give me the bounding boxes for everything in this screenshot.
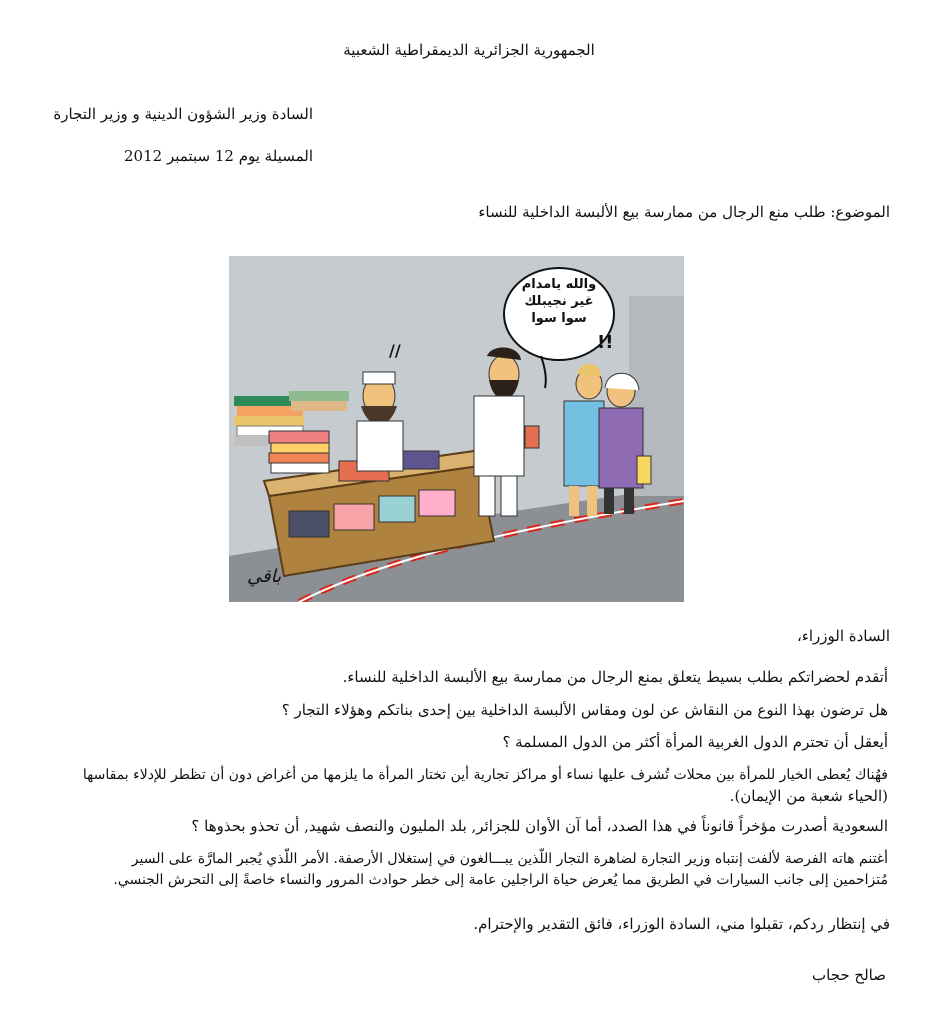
closing: في إنتظار ردكم، تقبلوا مني، السادة الوزراء، فائق التقدير والإحترام. (473, 915, 890, 933)
subject-line: الموضوع: طلب منع الرجال من ممارسة بيع الألبسة الداخلية للنساء (478, 203, 890, 221)
paragraph-2: هل ترضون بهذا النوع من النقاش عن لون ومقاس الألبسة الداخلية بين إحدى بناتكم وهؤلاء التجار ؟ (281, 701, 888, 719)
svg-text:!!: !! (597, 332, 614, 353)
cartoon-drawing (229, 256, 684, 602)
speech-line-1: والله يامدام (521, 277, 597, 292)
speech-line-2: غير نجيبلك (524, 294, 594, 309)
paragraph-5: السعودية أصدرت مؤخراً قانوناً في هذا الصدد، أما آن الأوان للجزائر, بلد المليون والنصف شهيد, أن تحذو بحذوها ؟ (191, 817, 888, 835)
cartoonist-signature: باقي (247, 566, 282, 587)
speech-bubble-text (504, 276, 614, 327)
signature-name: صالح حجاب (812, 966, 886, 984)
paragraph-4: فهُناك يُعطى الخيار للمرأة بين محلات تُشرف عليها نساء أو مراكز تجارية أين تختار المرأة ما يلزمها من أغراض دون أن تظطر للإدلاء بمقاسها (82, 767, 888, 783)
header-title: الجمهورية الجزائرية الديمقراطية الشعبية (343, 41, 595, 59)
cartoon-image (229, 256, 684, 602)
paragraph-6-cont: مُتزاحمين إلى جانب السيارات في الطريق مما يُعرض حياة الراجلين عامة إلى خطر حوادث المرور والنساء خاصةً إلى التحرش الجنسي. (113, 872, 888, 888)
paragraph-4-cont: (الحياء شعبة من الإيمان). (729, 787, 888, 805)
salutation: السادة الوزراء، (796, 627, 890, 645)
svg-text://: // (389, 341, 401, 360)
speech-line-3: سوا سوا (531, 311, 587, 326)
paragraph-3: أيعقل أن تحترم الدول الغربية المرأة أكثر من الدول المسلمة ؟ (502, 733, 888, 751)
place-date: المسيلة يوم 12 سبتمبر 2012 (124, 147, 313, 165)
recipient-line: السادة وزير الشؤون الدينية و وزير التجارة (53, 105, 313, 123)
paragraph-6: أغتنم هاته الفرصة لألفت إنتباه وزير التجارة لضاهرة التجار اللّذين يبـــالغون في إستغلال الأرصفة. الأمر اللّذي يُجبر المارَّة على السير (131, 851, 888, 867)
paragraph-1: أتقدم لحضراتكم بطلب بسيط يتعلق بمنع الرجال من ممارسة بيع الألبسة الداخلية للنساء. (342, 668, 888, 686)
